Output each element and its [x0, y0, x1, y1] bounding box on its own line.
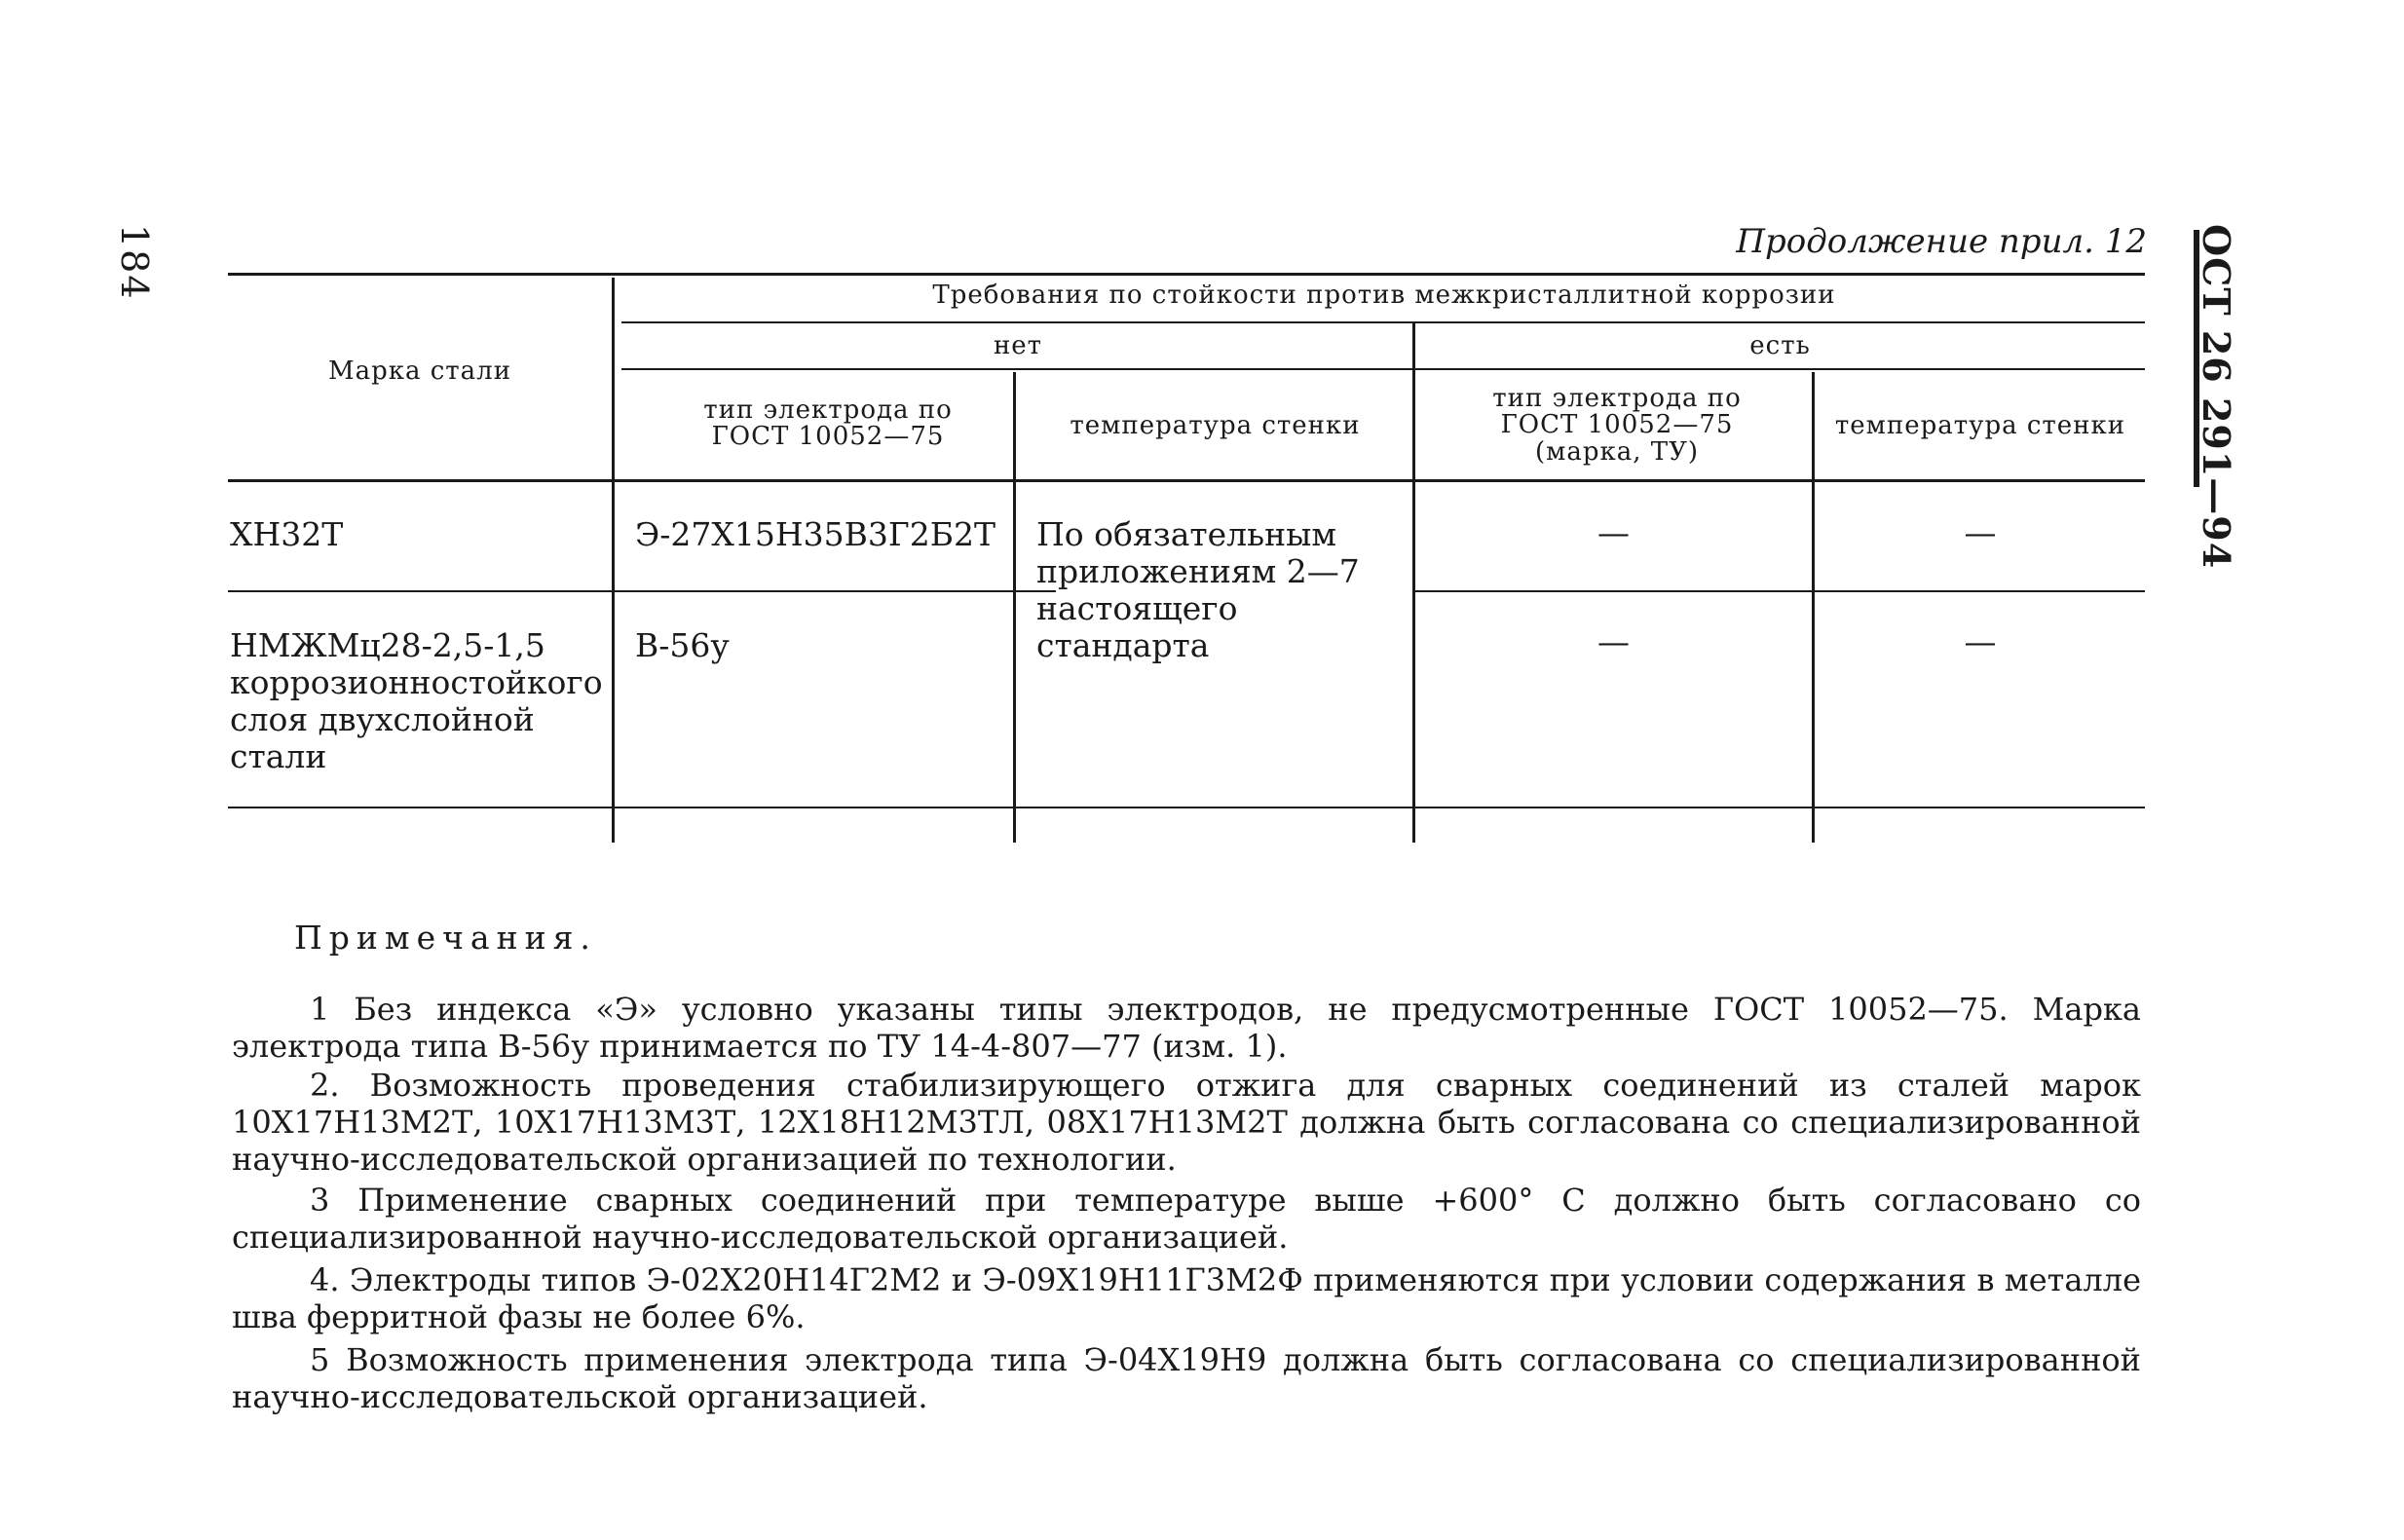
header-bottom-rule — [228, 479, 2145, 482]
row1-rule-right — [1414, 590, 2145, 592]
col-rule-2 — [1013, 372, 1016, 843]
note-1: 1 Без индекса «Э» условно указаны типы электродов, не предусмотренные ГОСТ 10052—75. Марка электрода типа В-56у принимается по ТУ 14-4-807—77 (изм. 1). — [232, 991, 2141, 1065]
standard-code: ОСТ 26 291—94 — [2195, 224, 2238, 570]
note-4: 4. Электроды типов Э-02Х20Н14Г2М2 и Э-09Х19Н11Г3М2Ф применяются при условии содержания в металле шва ферритной фазы не более 6%. — [232, 1261, 2141, 1335]
notes-title: Примечания. — [294, 919, 597, 957]
header-requirement: Требования по стойкости против межкристаллитной коррозии — [932, 281, 1836, 310]
col-rule-1 — [612, 278, 615, 843]
merged-temperature: По обязательным приложениям 2—7 настоящего стандарта — [1036, 515, 1360, 664]
note-2: 2. Возможность проведения стабилизирующего отжига для сварных соединений из сталей марок 10Х17Н13М2Т, 10Х17Н13М3Т, 12Х18Н12М3ТЛ, 08Х17Н13М2Т должна быть согласована со специализированной научно-исследовательской организацией по технологии. — [232, 1067, 2141, 1178]
note-5: 5 Возможность применения электрода типа Э-04Х19Н9 должна быть согласована со специализированной научно-исследовательской организацией. — [232, 1341, 2141, 1415]
header-rule-2 — [621, 368, 2145, 370]
continuation-label: Продолжение прил. 12 — [1736, 222, 2147, 261]
header-electrode-type-no: тип электрода по ГОСТ 10052—75 — [703, 395, 953, 452]
header-electrode-type-yes: тип электрода по ГОСТ 10052—75 (марка, ТУ) — [1492, 384, 1742, 467]
header-wall-temp-yes: температура стенки — [1834, 411, 2126, 440]
note-3: 3 Применение сварных соединений при температуре выше +600° С должно быть согласовано со специализированной научно-исследовательской организацией. — [232, 1182, 2141, 1256]
row2-temp-yes: — — [1964, 622, 1997, 660]
row1-steel: ХН32Т — [230, 515, 344, 553]
row1-electrode-no: Э-27Х15Н35В3Г2Б2Т — [635, 515, 995, 553]
table-bottom-rule — [228, 807, 2145, 808]
col-rule-3 — [1412, 323, 1415, 843]
table-top-rule — [228, 273, 2145, 276]
row2-steel: НМЖМц28-2,5-1,5 коррозионностойкого слоя двухслойной стали — [230, 626, 603, 775]
header-wall-temp-no: температура стенки — [1070, 411, 1361, 440]
row2-electrode-yes: — — [1597, 622, 1630, 660]
col-rule-4 — [1812, 372, 1815, 843]
header-rule-1 — [621, 321, 2145, 323]
header-yes: есть — [1749, 331, 1811, 360]
row1-electrode-yes: — — [1597, 513, 1630, 551]
row1-temp-yes: — — [1964, 513, 1997, 551]
header-no: нет — [993, 331, 1043, 360]
header-steel-grade: Марка стали — [327, 357, 512, 386]
row2-electrode-no: В-56у — [635, 626, 730, 664]
row1-rule-left — [228, 590, 1056, 592]
page-number: 184 — [113, 224, 156, 301]
